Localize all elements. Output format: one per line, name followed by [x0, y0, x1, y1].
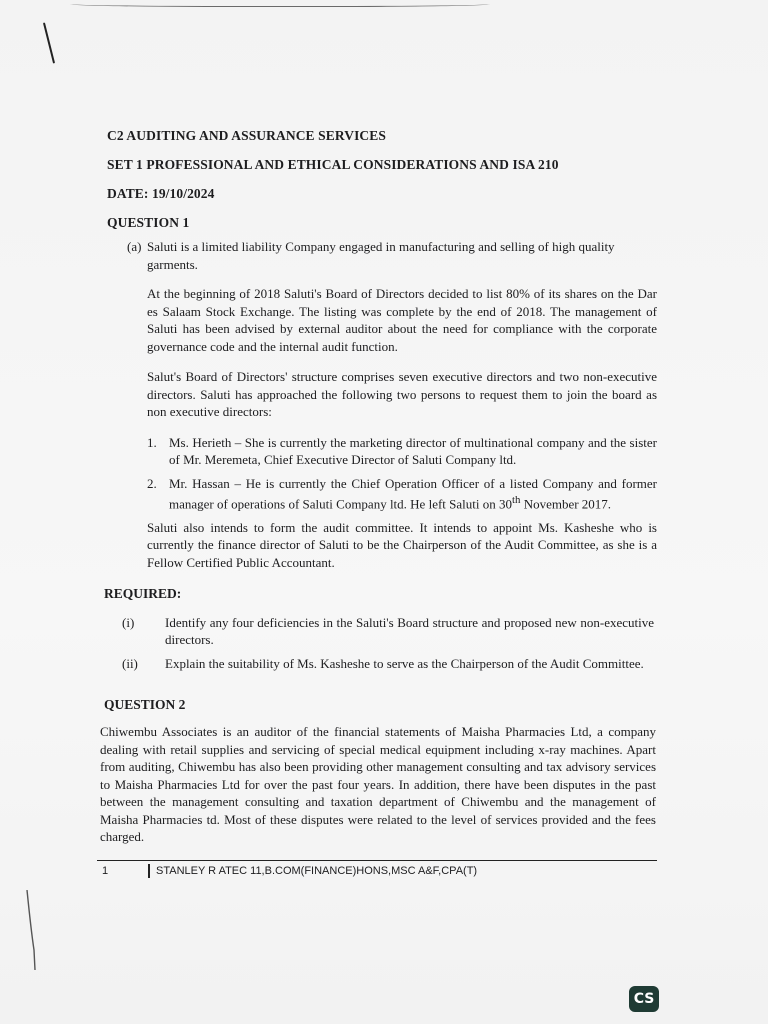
page-number: 1	[102, 865, 109, 877]
list-item-number: 1.	[147, 434, 157, 450]
required-item-numeral: (ii)	[122, 656, 138, 671]
document-header	[107, 128, 667, 244]
ordinal-suffix: th	[512, 494, 521, 506]
document-date: DATE: 19/10/2024	[107, 186, 215, 201]
list-item	[147, 434, 657, 469]
scan-edge-mark	[26, 890, 36, 970]
list-item-text	[169, 475, 657, 513]
scanner-logo-text: CS	[633, 991, 655, 1007]
required-item	[122, 614, 654, 648]
paragraph-listing: At the beginning of 2018 Saluti's Board of Directors decided to list 80% of its shares on the Dar es Salaam Stock Exchange. The listing was complete by the end of 2018. The management of Saluti has been advised by external auditor about the need for compliance with the corporate governance code and the internal audit function.	[147, 286, 657, 354]
list-item-text: Ms. Herieth – She is currently the marketing director of multinational company and the sister of Mr. Meremeta, Chief Executive Director of Saluti Company ltd.	[169, 434, 657, 467]
page-top-edge	[70, 0, 490, 7]
required-list	[122, 614, 654, 679]
course-title: C2 AUDITING AND ASSURANCE SERVICES	[107, 128, 386, 143]
list-item-text-start: Mr. Hassan – He is currently the Chief Operation Officer of a listed Company and former manager of operations of Saluti Company ltd. He left Saluti on 30	[169, 475, 657, 512]
footer-divider	[97, 860, 657, 861]
pen-mark	[43, 22, 55, 63]
required-item-text: Explain the suitability of Ms. Kasheshe to serve as the Chairperson of the Audit Committee.	[165, 656, 644, 671]
question-1-body	[107, 238, 657, 584]
question-2-body: Chiwembu Associates is an auditor of the financial statements of Maisha Pharmacies Ltd, a company dealing with retail supplies and servicing of special medical equipment including x-ray machines. Apart from auditing, Chiwembu has also been providing other management consulting and tax advisory services to Maisha Pharmacies Ltd for over the past four years. In addition, there have been disputes in the past between the management consulting and taxation department of Chiwembu and the management of Maisha Pharmacies td. Most of these disputes were related to the level of services provided and the fees charged.	[100, 724, 656, 844]
candidate-list	[147, 434, 657, 513]
list-item	[147, 475, 657, 513]
required-item-text: Identify any four deficiencies in the Saluti's Board structure and proposed new non-executive directors.	[165, 615, 654, 647]
question-2-title: QUESTION 2	[104, 697, 186, 712]
list-item-text-end: November 2017.	[520, 496, 612, 512]
question-1-title: QUESTION 1	[107, 215, 190, 230]
part-a-label: (a)	[127, 239, 142, 254]
footer-author: STANLEY R ATEC 11,B.COM(FINANCE)HONS,MSC A&F,CPA(T)	[156, 865, 478, 877]
paragraph-audit-committee: Saluti also intends to form the audit committee. It intends to appoint Ms. Kasheshe who is currently the finance director of Saluti to be the Chairperson of the Audit Committee, as she is a Fellow Certified Public Accountant.	[147, 519, 657, 570]
camscanner-logo-icon	[629, 986, 659, 1012]
required-item	[122, 655, 654, 672]
part-a-text: Saluti is a limited liability Company engaged in manufacturing and selling of high quality garments.	[147, 239, 615, 272]
page-footer	[102, 864, 477, 878]
question-1-part-a	[127, 238, 657, 273]
set-title: SET 1 PROFESSIONAL AND ETHICAL CONSIDERATIONS AND ISA 210	[107, 157, 559, 172]
required-item-numeral: (i)	[122, 615, 135, 630]
footer-separator	[148, 864, 150, 878]
paragraph-board-structure: Salut's Board of Directors' structure comprises seven executive directors and two non-executive directors. Saluti has approached the following two persons to request them to join the board as non executive directors:	[147, 369, 657, 419]
list-item-number: 2.	[147, 475, 157, 491]
required-title: REQUIRED:	[104, 586, 182, 601]
